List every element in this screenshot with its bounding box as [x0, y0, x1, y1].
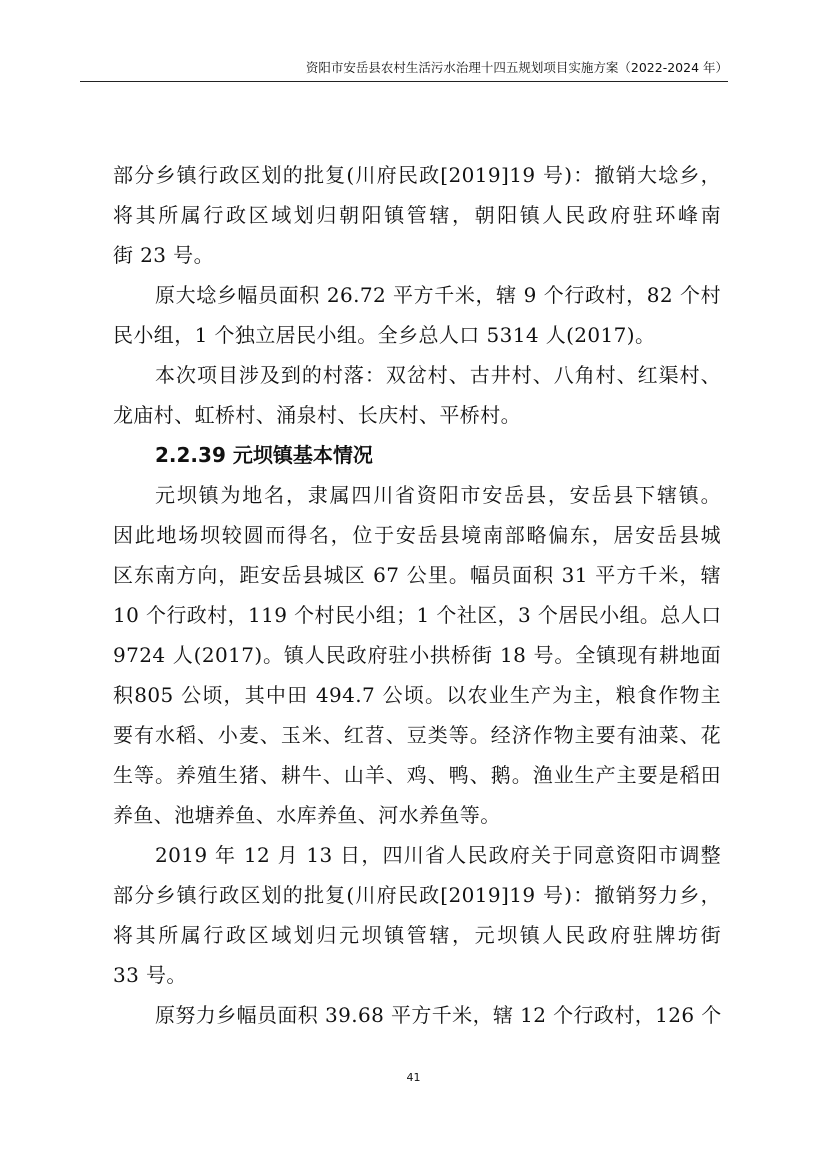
paragraph-line: 2019 年 12 月 13 日，四川省人民政府关于同意资阳市调整: [155, 843, 721, 867]
paragraph-line: 因此地场坝较圆而得名，位于安岳县境南部略偏东，居安岳县城: [113, 523, 721, 547]
paragraph-line: 龙庙村、虹桥村、涌泉村、长庆村、平桥村。: [113, 403, 521, 427]
paragraph-line: 街 23 号。: [113, 243, 214, 267]
paragraph-line: 10 个行政村，119 个村民小组；1 个社区，3 个居民小组。总人口: [113, 603, 722, 627]
paragraph-line: 生等。养殖生猪、耕牛、山羊、鸡、鸭、鹅。渔业生产主要是稻田: [113, 763, 721, 787]
paragraph-line: 本次项目涉及到的村落：双岔村、古井村、八角村、红渠村、: [155, 363, 721, 387]
paragraph-line: 部分乡镇行政区划的批复(川府民政[2019]19 号)：撤销努力乡，: [113, 883, 721, 907]
paragraph-line: 9724 人(2017)。镇人民政府驻小拱桥街 18 号。全镇现有耕地面: [113, 643, 721, 667]
paragraph-line: 将其所属行政区域划归朝阳镇管辖，朝阳镇人民政府驻环峰南: [113, 203, 721, 227]
paragraph-line: 区东南方向，距安岳县城区 67 公里。幅员面积 31 平方千米，辖: [113, 563, 721, 587]
document-body: [113, 155, 721, 1035]
running-header: [80, 59, 728, 82]
paragraph-line: 将其所属行政区域划归元坝镇管辖，元坝镇人民政府驻牌坊街: [113, 923, 721, 947]
section-heading: 2.2.39 元坝镇基本情况: [155, 443, 373, 467]
paragraph-line: 积805 公顷，其中田 494.7 公顷。以农业生产为主，粮食作物主: [113, 683, 721, 707]
paragraph-line: 原努力乡幅员面积 39.68 平方千米，辖 12 个行政村，126 个: [155, 1003, 722, 1027]
header-title: 资阳市安岳县农村生活污水治理十四五规划项目实施方案（2022-2024 年）: [305, 60, 728, 75]
paragraph-line: 元坝镇为地名，隶属四川省资阳市安岳县，安岳县下辖镇。: [155, 483, 721, 507]
paragraph-line: 养鱼、池塘养鱼、水库养鱼、河水养鱼等。: [113, 803, 501, 827]
paragraph-line: 民小组，1 个独立居民小组。全乡总人口 5314 人(2017)。: [113, 323, 656, 347]
paragraph-line: 部分乡镇行政区划的批复(川府民政[2019]19 号)：撤销大埝乡，: [113, 163, 721, 187]
paragraph-line: 要有水稻、小麦、玉米、红苕、豆类等。经济作物主要有油菜、花: [113, 723, 721, 747]
paragraph-line: 原大埝乡幅员面积 26.72 平方千米，辖 9 个行政村，82 个村: [155, 283, 721, 307]
page-number: 41: [406, 1071, 421, 1084]
paragraph-line: 33 号。: [113, 963, 187, 987]
